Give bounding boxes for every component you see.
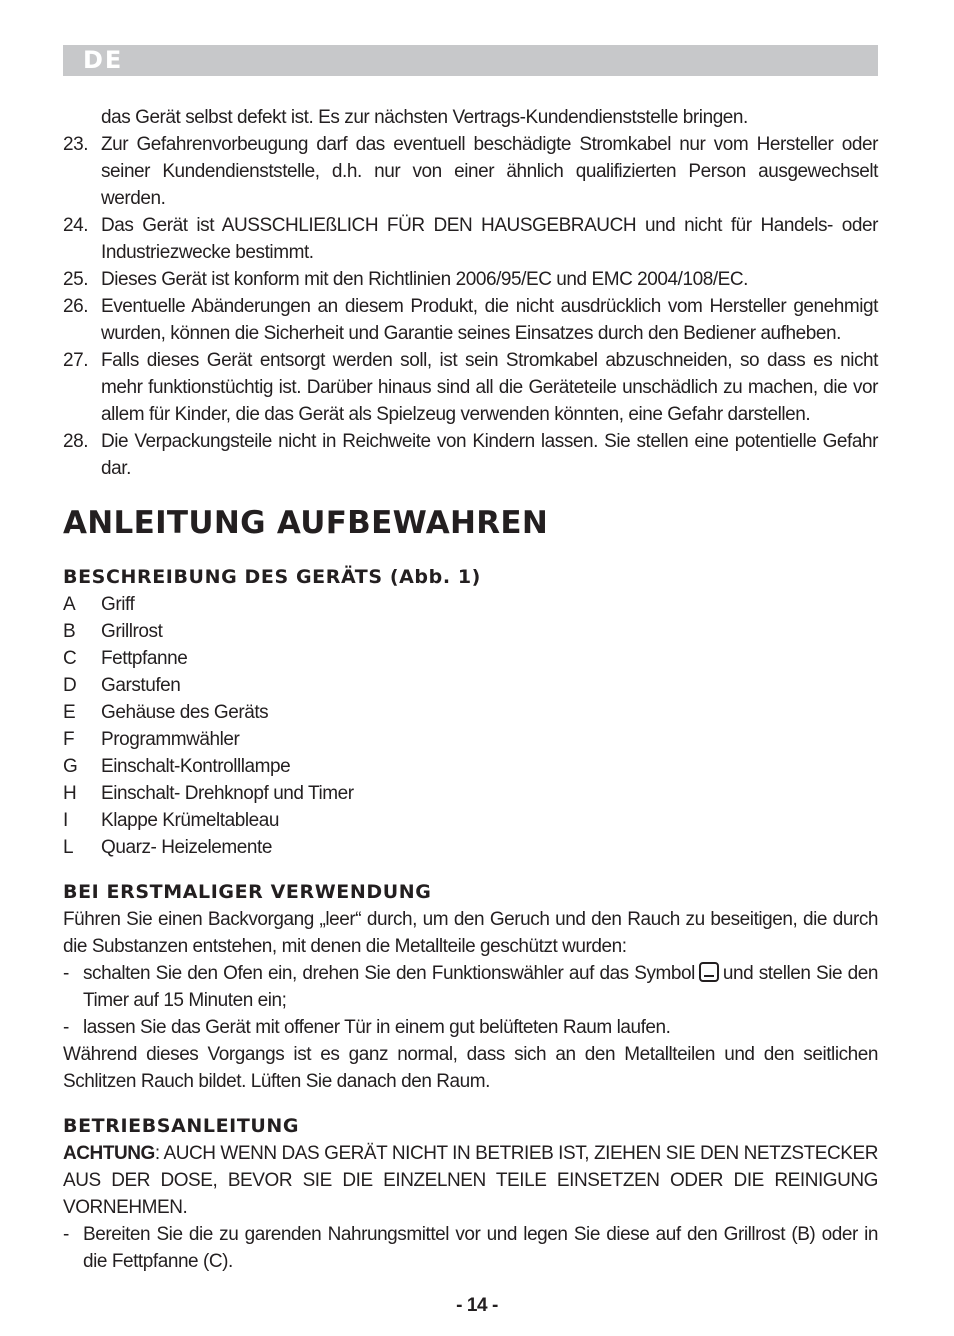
part-name: Einschalt-Kontrolllampe	[101, 756, 291, 777]
parts-list	[63, 591, 878, 861]
operation-warning	[63, 1140, 878, 1221]
main-heading: ANLEITUNG AUFBEWAHREN	[63, 505, 549, 541]
part-name: Fettpfanne	[101, 648, 188, 669]
item-text: Eventuelle Abänderungen an diesem Produkt, die nicht ausdrücklich vom Hersteller genehmigt wurden, können die Sicherheit und Garantie seines Einsatzes durch den Bediener aufheben.	[101, 296, 878, 344]
part-item	[63, 726, 878, 753]
item-text: Das Gerät ist AUSSCHLIEßLICH FÜR DEN HAUSGEBRAUCH und nicht für Handels- oder Industriezwecke bestimmt.	[101, 215, 878, 263]
item-text: Zur Gefahrenvorbeugung darf das eventuell beschädigte Stromkabel nur vom Hersteller oder seiner Kundendienststelle, d.h. nur von einer ähnlich qualifizierten Person ausgewechselt werden.	[101, 134, 878, 209]
step-text: lassen Sie das Gerät mit offener Tür in einem gut belüfteten Raum laufen.	[83, 1017, 671, 1038]
part-letter: C	[63, 648, 77, 669]
part-item	[63, 780, 878, 807]
warning-text: : AUCH WENN DAS GERÄT NICHT IN BETRIEB IST, ZIEHEN SIE DEN NETZSTECKER AUS DER DOSE, BEVOR SIE DIE EINZELNEN TEILE EINSETZEN ODER DIE REINIGUNG VORNEHMEN.	[63, 1143, 878, 1218]
part-letter: D	[63, 675, 77, 696]
first-use-outro: Während dieses Vorgangs ist es ganz normal, dass sich an den Metallteilen und den seitlichen Schlitzen Rauch bildet. Lüften Sie danach den Raum.	[63, 1044, 878, 1092]
safety-list	[63, 131, 878, 482]
safety-item	[63, 347, 878, 428]
part-item	[63, 699, 878, 726]
description-heading: BESCHREIBUNG DES GERÄTS (Abb. 1)	[63, 566, 481, 588]
part-item	[63, 618, 878, 645]
dash-marker: -	[63, 1017, 69, 1038]
step-text	[83, 960, 878, 1014]
operation-heading: BETRIEBSANLEITUNG	[63, 1115, 300, 1137]
part-letter: A	[63, 594, 76, 615]
safety-item	[63, 212, 878, 266]
safety-item	[63, 266, 878, 293]
part-item	[63, 645, 878, 672]
item-number: 26.	[63, 296, 89, 317]
item-number: 24.	[63, 215, 89, 236]
part-item	[63, 834, 878, 861]
first-use-step	[63, 960, 878, 1014]
part-name: Grillrost	[101, 621, 163, 642]
language-header-bar	[63, 45, 878, 76]
part-item	[63, 591, 878, 618]
operation-step	[63, 1221, 878, 1275]
part-item	[63, 753, 878, 780]
item-text: Die Verpackungsteile nicht in Reichweite von Kindern lassen. Sie stellen eine potentielle Gefahr dar.	[101, 431, 878, 479]
part-name: Garstufen	[101, 675, 181, 696]
part-name: Programmwähler	[101, 729, 240, 750]
step-text: Bereiten Sie die zu garenden Nahrungsmittel vor und legen Sie diese auf den Grillrost (B) oder in die Fettpfanne (C).	[83, 1224, 878, 1272]
first-use-intro: Führen Sie einen Backvorgang „leer“ durch, um den Geruch und den Rauch zu beseitigen, die durch die Substanzen entstehen, mit denen die Metallteile geschützt wurden:	[63, 909, 878, 957]
part-letter: E	[63, 702, 76, 723]
part-letter: F	[63, 729, 75, 750]
operation-steps	[63, 1221, 878, 1275]
intro-continuation: das Gerät selbst defekt ist. Es zur nächsten Vertrags-Kundendienststelle bringen.	[101, 107, 748, 128]
safety-item	[63, 428, 878, 482]
first-use-step	[63, 1014, 878, 1041]
page-number: - 14 -	[456, 1295, 498, 1316]
part-item	[63, 807, 878, 834]
item-text: Falls dieses Gerät entsorgt werden soll, ist sein Stromkabel abzuschneiden, so dass es nicht mehr funktionstüchtig ist. Darüber hinaus sind all die Geräteteile unschädlich zu machen, die vor allem für Kinder, die das Gerät als Spielzeug verwenden könnten, eine Gefahr darstellen.	[101, 350, 878, 425]
item-text: Dieses Gerät ist konform mit den Richtlinien 2006/95/EC und EMC 2004/108/EC.	[101, 269, 748, 290]
part-name: Quarz- Heizelemente	[101, 837, 272, 858]
item-number: 28.	[63, 431, 89, 452]
safety-item	[63, 293, 878, 347]
step-text-after-icon: und stellen Sie den Timer auf 15 Minuten ein;	[83, 963, 878, 1011]
page-content	[63, 104, 878, 1275]
safety-item	[63, 131, 878, 212]
part-letter: I	[63, 810, 68, 831]
part-name: Einschalt- Drehknopf und Timer	[101, 783, 354, 804]
step-text-before-icon: schalten Sie den Ofen ein, drehen Sie den Funktionswähler auf das Symbol	[83, 963, 695, 984]
first-use-heading: BEI ERSTMALIGER VERWENDUNG	[63, 881, 432, 903]
dash-marker: -	[63, 963, 69, 984]
item-number: 27.	[63, 350, 89, 371]
language-code: DE	[83, 46, 124, 74]
part-letter: B	[63, 621, 76, 642]
item-number: 23.	[63, 134, 89, 155]
part-name: Gehäuse des Geräts	[101, 702, 269, 723]
part-letter: H	[63, 783, 77, 804]
part-name: Griff	[101, 594, 135, 615]
part-item	[63, 672, 878, 699]
part-letter: L	[63, 837, 74, 858]
item-number: 25.	[63, 269, 89, 290]
dash-marker: -	[63, 1224, 69, 1245]
part-name: Klappe Krümeltableau	[101, 810, 279, 831]
part-letter: G	[63, 756, 78, 777]
first-use-steps	[63, 960, 878, 1041]
oven-function-icon	[699, 962, 719, 982]
warning-label: ACHTUNG	[63, 1143, 155, 1164]
